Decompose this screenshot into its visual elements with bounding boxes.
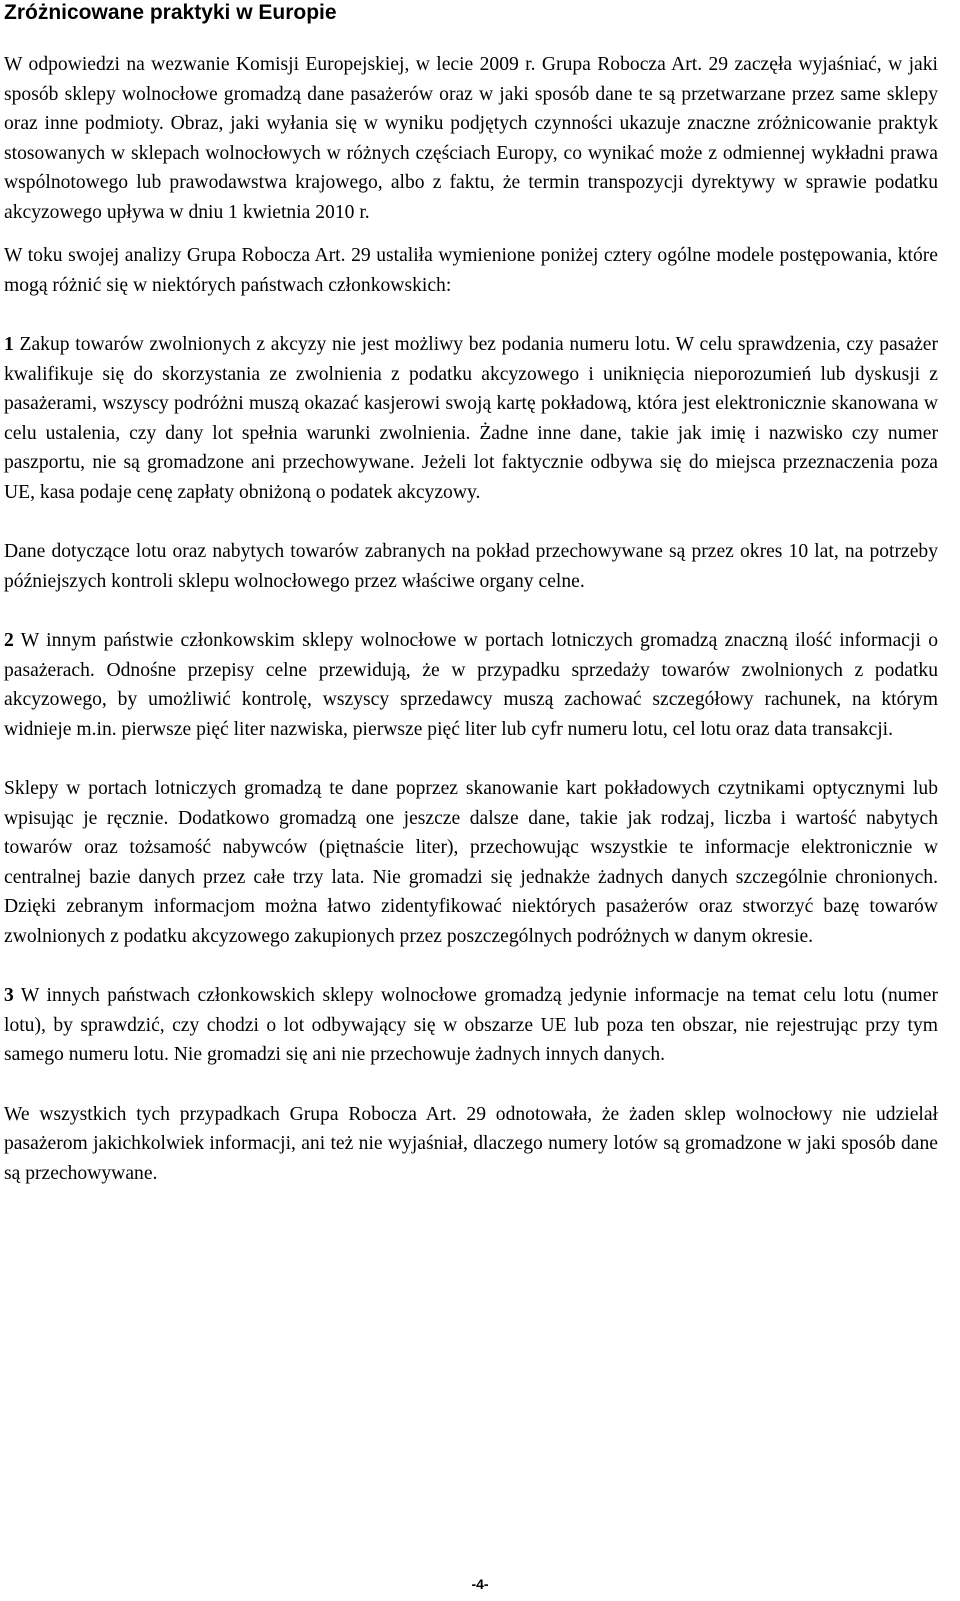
model-2-number: 2 — [4, 630, 14, 651]
analysis-paragraph: W toku swojej analizy Grupa Robocza Art. 29 ustaliła wymienione poniżej cztery ogólne modele postępowania, które mogą różnić się w niektórych państwach członkowskich: — [4, 245, 938, 296]
model-1-retention-paragraph: Dane dotyczące lotu oraz nabytych towarów zabranych na pokład przechowywane są przez okres 10 lat, na potrzeby późniejszych kontroli sklepu wolnocłowego przez właściwe organy celne. — [4, 541, 938, 592]
model-1-number: 1 — [4, 334, 14, 355]
document-page — [4, 0, 938, 1188]
page-number: -4- — [471, 1576, 489, 1592]
model-2-detail-paragraph: Sklepy w portach lotniczych gromadzą te dane poprzez skanowanie kart pokładowych czytnikami optycznymi lub wpisując je ręcznie. Dodatkowo gromadzą one jeszcze dalsze dane, takie jak rodzaj, liczba i wartość nabytych towarów oraz tożsamość nabywców (piętnaście liter), przechowując wszystkie te informacje elektronicznie w centralnej bazie danych przez całe trzy lata. Nie gromadzi się jednakże żadnych danych szczególnie chronionych. Dzięki zebranym informacjom można łatwo zidentyfikować niektórych pasażerów oraz stworzyć bazę towarów zwolnionych z podatku akcyzowego zakupionych przez poszczególnych podróżnych w danym okresie. — [4, 778, 938, 947]
model-2-paragraph — [4, 626, 938, 744]
section-title: Zróżnicowane praktyki w Europie — [4, 1, 337, 24]
intro-paragraph: W odpowiedzi na wezwanie Komisji Europejskiej, w lecie 2009 r. Grupa Robocza Art. 29 zaczęła wyjaśniać, w jaki sposób sklepy wolnocłowe gromadzą dane pasażerów oraz w jaki sposób dane te są przetwarzane przez same sklepy oraz inne podmioty. Obraz, jaki wyłania się w wyniku podjętych czynności ukazuje znaczne zróżnicowanie praktyk stosowanych w sklepach wolnocłowych w różnych częściach Europy, co wynikać może z odmiennej wykładni prawa wspólnotowego lub prawodawstwa krajowego, albo z faktu, że termin transpozycji dyrektywy w sprawie podatku akcyzowego upływa w dniu 1 kwietnia 2010 r. — [4, 54, 938, 223]
conclusion-paragraph: We wszystkich tych przypadkach Grupa Robocza Art. 29 odnotowała, że żaden sklep wolnocłowy nie udzielał pasażerom jakichkolwiek informacji, ani też nie wyjaśniał, dlaczego numery lotów są gromadzone w jaki sposób dane są przechowywane. — [4, 1103, 938, 1184]
model-2-text: W innym państwie członkowskim sklepy wolnocłowe w portach lotniczych gromadzą znaczną ilość informacji o pasażerach. Odnośne przepisy celne przewidują, że w przypadku sprzedaży towarów zwolnionych z podatku akcyzowego, by umożliwić kontrolę, wszyscy sprzedawcy muszą zachować szczegółowy rachunek, na którym widnieje m.in. pierwsze pięć liter nazwiska, pierwsze pięć liter lub cyfr numeru lotu, cel lotu oraz data transakcji. — [4, 630, 938, 740]
model-3-text: W innych państwach członkowskich sklepy wolnocłowe gromadzą jedynie informacje na temat celu lotu (numer lotu), by sprawdzić, czy chodzi o lot odbywający się w obszarze UE lub poza ten obszar, nie rejestrując przy tym samego numeru lotu. Nie gromadzi się ani nie przechowuje żadnych innych danych. — [4, 985, 938, 1065]
model-1-text: Zakup towarów zwolnionych z akcyzy nie jest możliwy bez podania numeru lotu. W celu sprawdzenia, czy pasażer kwalifikuje się do skorzystania ze zwolnienia z podatku akcyzowego i uniknięcia nieporozumień lub dyskusji z pasażerami, wszyscy podróżni muszą okazać kasjerowi swoją kartę pokładową, która jest elektronicznie skanowana w celu ustalenia, czy dany lot spełnia warunki zwolnienia. Żadne inne dane, takie jak imię i nazwisko czy numer paszportu, nie są gromadzone ani przechowywane. Jeżeli lot faktycznie odbywa się do miejsca przeznaczenia poza UE, kasa podaje cenę zapłaty obniżoną o podatek akcyzowy. — [4, 334, 938, 503]
model-3-paragraph — [4, 981, 938, 1070]
model-3-number: 3 — [4, 985, 14, 1006]
model-1-paragraph — [4, 330, 938, 507]
